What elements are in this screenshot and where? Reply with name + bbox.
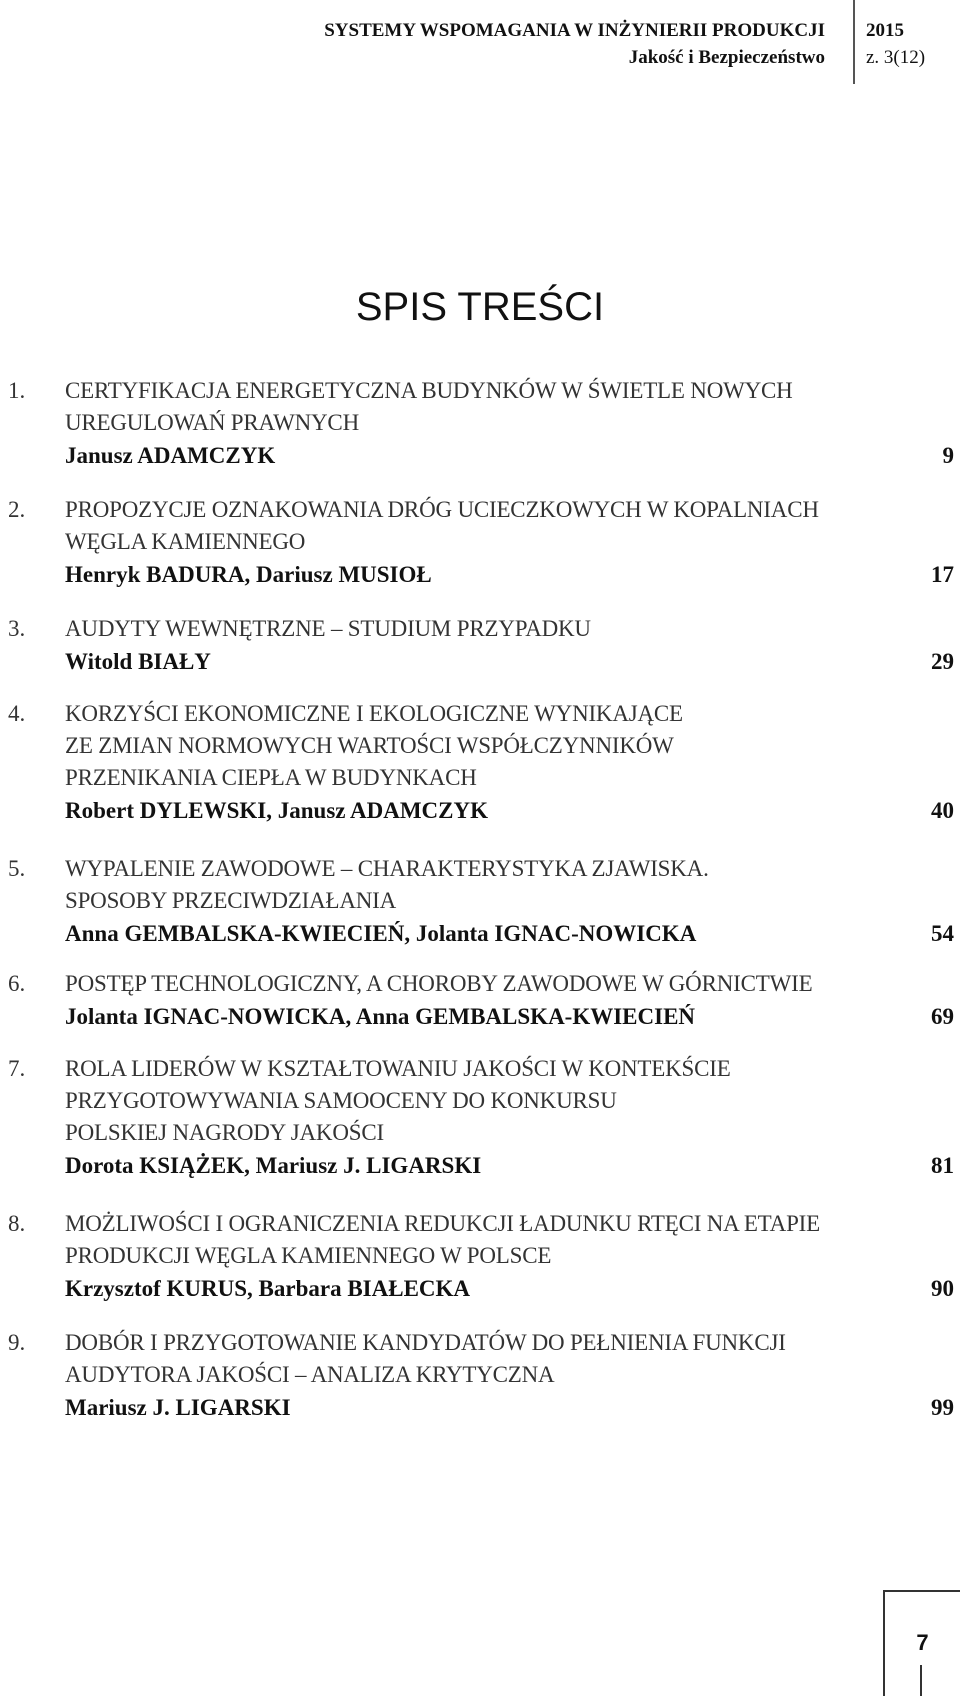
toc-entry-title-line: KORZYŚCI EKONOMICZNE I EKOLOGICZNE WYNIKAJĄCE	[65, 701, 683, 726]
toc-entry-page: 99	[931, 1395, 954, 1420]
toc-entry-title-line: WYPALENIE ZAWODOWE – CHARAKTERYSTYKA ZJAWISKA.	[65, 856, 709, 881]
header-divider	[853, 0, 855, 84]
toc-entry-title-line: ZE ZMIAN NORMOWYCH WARTOŚCI WSPÓŁCZYNNIKÓW	[65, 733, 674, 758]
toc-entry-page: 17	[931, 562, 954, 587]
toc-entry-title-line: UREGULOWAŃ PRAWNYCH	[65, 410, 359, 435]
toc-entry-authors: Dorota KSIĄŻEK, Mariusz J. LIGARSKI	[65, 1153, 482, 1178]
toc-entry-authors: Witold BIAŁY	[65, 649, 211, 674]
toc-entry-page: 29	[931, 649, 954, 674]
toc-entry-number: 9.	[8, 1330, 26, 1355]
toc-entry-number: 2.	[8, 497, 26, 522]
toc-entry-page: 69	[931, 1004, 954, 1029]
journal-subtitle: Jakość i Bezpieczeństwo	[628, 47, 825, 68]
toc-entry-number: 1.	[8, 378, 26, 403]
page-title: SPIS TREŚCI	[355, 285, 605, 329]
toc-entry-page: 81	[931, 1153, 954, 1178]
toc-entry-page: 54	[931, 921, 954, 946]
journal-issue: z. 3(12)	[866, 47, 926, 68]
toc-entry-number: 6.	[8, 971, 26, 996]
toc-entry-title-line: SPOSOBY PRZECIWDZIAŁANIA	[65, 888, 397, 913]
toc-entry-authors: Robert DYLEWSKI, Janusz ADAMCZYK	[65, 798, 488, 823]
toc-entry-title-line: CERTYFIKACJA ENERGETYCZNA BUDYNKÓW W ŚWIETLE NOWYCH	[65, 378, 793, 403]
running-header	[0, 0, 960, 90]
toc-entry-title-line: MOŻLIWOŚCI I OGRANICZENIA REDUKCJI ŁADUNKU RTĘCI NA ETAPIE	[65, 1211, 820, 1236]
toc-entry-title-line: DOBÓR I PRZYGOTOWANIE KANDYDATÓW DO PEŁNIENIA FUNKCJI	[65, 1330, 786, 1355]
toc-entry-number: 4.	[8, 701, 26, 726]
toc-entry-page: 40	[931, 798, 954, 823]
page-number: 7	[916, 1630, 929, 1655]
toc-entry-title-line: PRZENIKANIA CIEPŁA W BUDYNKACH	[65, 765, 477, 790]
page-box-line	[920, 1665, 922, 1696]
toc-entry-title-line: PROPOZYCJE OZNAKOWANIA DRÓG UCIECZKOWYCH W KOPALNIACH	[65, 497, 819, 522]
toc-entry-title-line: WĘGLA KAMIENNEGO	[65, 529, 306, 554]
toc-entry-authors: Jolanta IGNAC-NOWICKA, Anna GEMBALSKA-KWIECIEŃ	[65, 1004, 696, 1029]
toc-entry-title-line: ROLA LIDERÓW W KSZTAŁTOWANIU JAKOŚCI W KONTEKŚCIE	[65, 1056, 731, 1081]
toc-entry-page: 9	[942, 443, 954, 468]
toc-entry-authors: Janusz ADAMCZYK	[65, 443, 276, 468]
journal-title: SYSTEMY WSPOMAGANIA W INŻYNIERII PRODUKCJI	[324, 20, 825, 41]
toc-entry-title-line: AUDYTORA JAKOŚCI – ANALIZA KRYTYCZNA	[65, 1362, 555, 1387]
toc-entry-number: 7.	[8, 1056, 26, 1081]
toc-entry-title-line: POLSKIEJ NAGRODY JAKOŚCI	[65, 1120, 384, 1145]
toc-entry-authors: Anna GEMBALSKA-KWIECIEŃ, Jolanta IGNAC-NOWICKA	[65, 921, 697, 946]
journal-year: 2015	[866, 20, 904, 41]
toc-entry-title-line: POSTĘP TECHNOLOGICZNY, A CHOROBY ZAWODOWE W GÓRNICTWIE	[65, 971, 813, 996]
toc-entry-number: 5.	[8, 856, 26, 881]
toc-entry-page: 90	[931, 1276, 954, 1301]
toc-entry-title-line: PRZYGOTOWYWANIA SAMOOCENY DO KONKURSU	[65, 1088, 617, 1113]
toc-entry-authors: Mariusz J. LIGARSKI	[65, 1395, 291, 1420]
toc-entry-title-line: AUDYTY WEWNĘTRZNE – STUDIUM PRZYPADKU	[65, 616, 591, 641]
toc-entry-authors: Krzysztof KURUS, Barbara BIAŁECKA	[65, 1276, 471, 1301]
toc-entry-authors: Henryk BADURA, Dariusz MUSIOŁ	[65, 562, 432, 587]
toc-entry-number: 3.	[8, 616, 26, 641]
toc-entry-number: 8.	[8, 1211, 26, 1236]
toc-entry-title-line: PRODUKCJI WĘGLA KAMIENNEGO W POLSCE	[65, 1243, 552, 1268]
